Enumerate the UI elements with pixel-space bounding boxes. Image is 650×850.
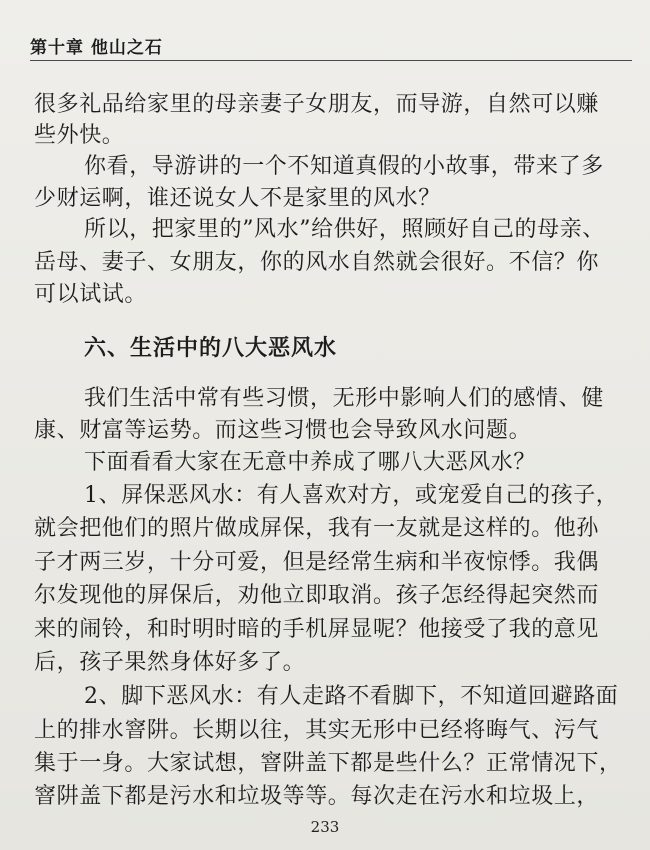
text-line: 下面看看大家在无意中养成了哪八大恶风水？: [84, 450, 537, 475]
text-line: 窨阱盖下都是污水和垃圾等等。每次走在污水和垃圾上，: [34, 784, 600, 809]
text-line: 康、财富等运势。而这些习惯也会导致风水问题。: [34, 418, 532, 443]
text-line: 来的闹铃，和时明时暗的手机屏显呢？他接受了我的意见: [34, 617, 600, 642]
text-line: 可以试试。: [34, 282, 148, 307]
page-number: 233: [310, 818, 340, 836]
header-rule: [30, 60, 632, 61]
text-line: 我们生活中常有些习惯，无形中影响人们的感情、健: [84, 386, 604, 411]
text-line: 2、脚下恶风水：有人走路不看脚下，不知道回避路面: [84, 684, 619, 709]
text-line: 你看，导游讲的一个不知道真假的小故事，带来了多: [84, 154, 604, 179]
text-line: 些外快。: [34, 123, 125, 148]
text-line: 1、屏保恶风水：有人喜欢对方，或宠爱自己的孩子，: [84, 483, 619, 508]
text-line: 少财运啊，谁还说女人不是家里的风水？: [34, 186, 441, 211]
text-line: 子才两三岁，十分可爱，但是经常生病和半夜惊悸。我偶: [34, 550, 600, 575]
text-line: 尔发现他的屏保后，劝他立即取消。孩子怎经得起突然而: [34, 583, 600, 608]
text-line: 岳母、妻子、女朋友，你的风水自然就会很好。不信？你: [34, 250, 600, 275]
text-line: 后，孩子果然身体好多了。: [34, 650, 306, 675]
text-line: 就会把他们的照片做成屏保，我有一友就是这样的。他孙: [34, 516, 600, 541]
text-line: 集于一身。大家试想，窨阱盖下都是些什么？正常情况下，: [34, 751, 622, 776]
text-line: 很多礼品给家里的母亲妻子女朋友，而导游，自然可以赚: [34, 92, 600, 117]
running-head: 第十章 他山之石: [30, 38, 163, 58]
text-line: 上的排水窨阱。长期以往，其实无形中已经将晦气、污气: [34, 718, 600, 743]
text-line: 所以，把家里的”风水”给供好，照顾好自己的母亲、: [84, 217, 605, 242]
section-heading: 六、生活中的八大恶风水: [84, 335, 338, 361]
